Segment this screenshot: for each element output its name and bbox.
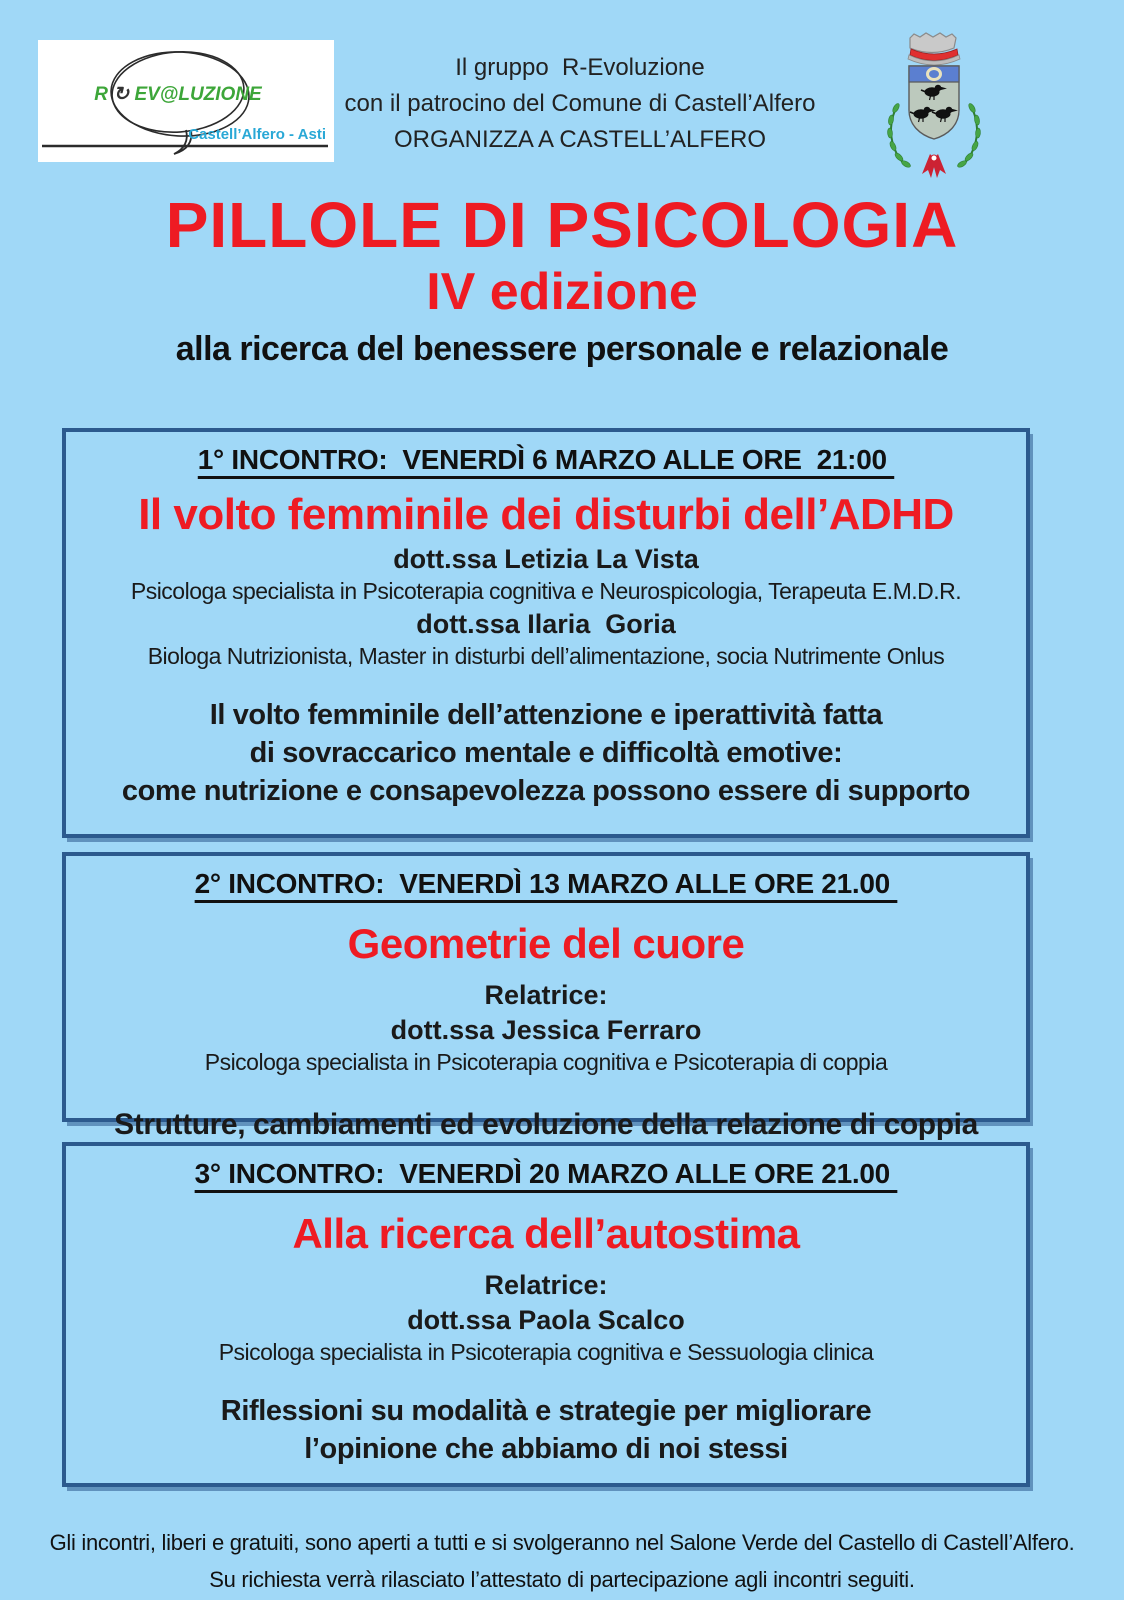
footer-line-2: Su richiesta verrà rilasciato l’attestato di partecipazione agli incontri seguiti. (209, 1567, 915, 1592)
meeting-2-relatrice-label: Relatrice: (484, 980, 608, 1010)
meeting-2-description-line-1: Strutture, cambiamenti ed evoluzione della relazione di coppia (114, 1108, 978, 1141)
meeting-3-description (66, 1392, 1026, 1468)
page-title: PILLOLE DI PSICOLOGIA (165, 189, 959, 261)
intro-text (300, 50, 860, 158)
revoluzione-logo (38, 40, 334, 162)
footer-note (0, 1524, 1124, 1598)
crest-shield (909, 66, 959, 139)
intro-line-3: ORGANIZZA A CASTELL’ALFERO (393, 126, 767, 153)
meeting-2-speaker-role: Psicologa specialista in Psicoterapia cognitiva e Psicoterapia di coppia (204, 1049, 888, 1075)
meeting-1-description-line-1: Il volto femminile dell’attenzione e iperattività fatta (209, 699, 883, 731)
meeting-3-relatrice-label: Relatrice: (484, 1270, 608, 1300)
meeting-1-speaker-1-name: dott.ssa Letizia La Vista (393, 544, 699, 574)
footer-line-1: Gli incontri, liberi e gratuiti, sono aperti a tutti e si svolgeranno nel Salone Verde del Castello di Castell’Alfero. (49, 1530, 1075, 1555)
meeting-1-speaker-2-role: Biologa Nutrizionista, Master in disturbi dell’alimentazione, socia Nutrimente Onlus (147, 643, 945, 669)
meeting-1-header: 1° INCONTRO: VENERDÌ 6 MARZO ALLE ORE 21:00 (197, 444, 895, 475)
meeting-1-speaker-1-role: Psicologa specialista in Psicoterapia cognitiva e Neurospicologia, Terapeuta E.M.D.R. (130, 578, 962, 604)
meeting-1-description-line-3: come nutrizione e consapevolezza possono essere di supporto (121, 775, 971, 807)
meeting-3-header: 3° INCONTRO: VENERDÌ 20 MARZO ALLE ORE 21.00 (194, 1158, 898, 1189)
meeting-3-speaker-role: Psicologa specialista in Psicoterapia cognitiva e Sessuologia clinica (218, 1339, 874, 1365)
meeting-box-2 (62, 852, 1030, 1141)
meeting-2-title: Geometrie del cuore (347, 920, 745, 967)
page-edition: IV edizione (426, 263, 698, 321)
meeting-3-description-line-1: Riflessioni su modalità e strategie per migliorare (220, 1395, 872, 1427)
logo-location-text: Castell’Alfero - Asti (188, 126, 326, 143)
meeting-1-description (66, 696, 1026, 810)
logo-brand-text: R ↻ EV@LUZIONE (94, 84, 262, 105)
meeting-1-speaker-2-name: dott.ssa Ilaria Goria (416, 609, 676, 639)
crest-crown (908, 33, 960, 65)
meeting-1-description-line-2: di sovraccarico mentale e difficoltà emotive: (249, 737, 843, 769)
recycle-icon: ↻ (113, 84, 130, 105)
meeting-3-description-line-2: l’opinione che abbiamo di noi stessi (304, 1433, 788, 1465)
intro-line-1: Il gruppo R-Evoluzione (455, 54, 705, 81)
meeting-3-title: Alla ricerca dell’autostima (292, 1210, 800, 1257)
meeting-2-speaker-name: dott.ssa Jessica Ferraro (390, 1015, 702, 1045)
meeting-3-speaker-name: dott.ssa Paola Scalco (407, 1305, 685, 1335)
speech-bubble-icon (38, 40, 334, 162)
crest-ribbon (922, 154, 946, 178)
intro-line-2: con il patrocino del Comune di Castell’Alfero (344, 90, 816, 117)
meeting-box-3 (62, 1142, 1030, 1487)
crest-icon (876, 28, 992, 184)
meeting-2-header: 2° INCONTRO: VENERDÌ 13 MARZO ALLE ORE 21.00 (194, 868, 898, 899)
comune-crest (876, 28, 992, 184)
meeting-2-description (66, 1106, 1026, 1144)
meeting-1-title: Il volto femminile dei disturbi dell’ADHD (138, 490, 954, 539)
page-subtitle: alla ricerca del benessere personale e relazionale (175, 330, 949, 368)
meeting-box-1 (62, 428, 1030, 838)
